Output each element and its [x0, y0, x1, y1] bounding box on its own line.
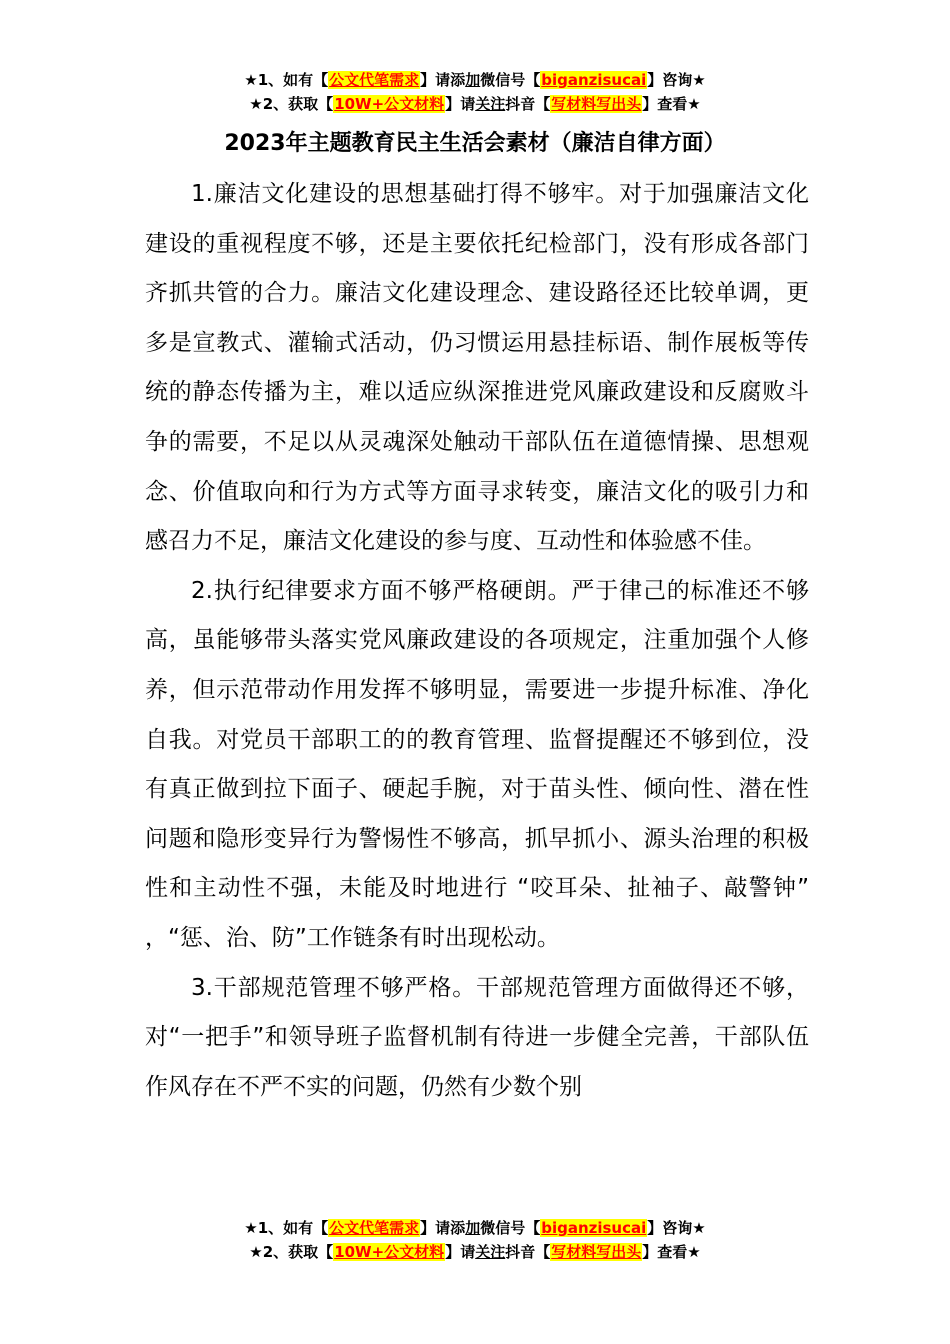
banner-text: 】查看★: [642, 95, 701, 113]
document-body: [145, 170, 809, 1112]
banner-text: 】查看★: [642, 1243, 701, 1261]
banner-text: 微信号【: [480, 1219, 541, 1237]
banner-text: ★2、获取【: [249, 95, 334, 113]
paragraph-1: 1.廉洁文化建设的思想基础打得不够牢。对于加强廉洁文化建设的重视程度不够，还是主要依托纪检部门，没有形成各部门齐抓共管的合力。廉洁文化建设理念、建设路径还比较单调，更多是宣教式、灌输式活动，仍习惯运用悬挂标语、制作展板等传统的静态传播为主，难以适应纵深推进党风廉政建设和反腐败斗争的需要，不足以从灵魂深处触动干部队伍在道德情操、思想观念、价值取向和行为方式等方面寻求转变，廉洁文化的吸引力和感召力不足，廉洁文化建设的参与度、互动性和体验感不佳。: [145, 181, 809, 555]
banner-text: 】请添: [420, 1219, 466, 1237]
banner-text: ★2、获取【: [249, 1243, 334, 1261]
header-banner: [0, 68, 950, 116]
banner-text: 】请添: [420, 71, 466, 89]
document-title: 2023年主题教育民主生活会素材（廉洁自律方面）: [224, 131, 726, 156]
banner-highlight: 写材料写出头: [551, 1243, 642, 1261]
banner-text: 】咨询★: [647, 1219, 706, 1237]
paragraph-3: 3.干部规范管理不够严格。干部规范管理方面做得还不够，对“一把手”和领导班子监督机制有待进一步健全完善，干部队伍作风存在不严不实的问题，仍然有少数个别: [145, 974, 809, 1100]
banner-underline: 加: [465, 71, 481, 89]
banner-highlight: 公文代笔需求: [329, 71, 420, 89]
banner-highlight: 公文代笔需求: [329, 1219, 420, 1237]
banner-text: 】咨询★: [647, 71, 706, 89]
banner-text: 微信号【: [480, 71, 541, 89]
banner-highlight: 写材料写出头: [551, 95, 642, 113]
banner-line-1: [0, 1216, 950, 1240]
banner-highlight: biganzisucai: [541, 1219, 647, 1237]
banner-text: ★1、如有【: [244, 1219, 329, 1237]
footer-banner: [0, 1216, 950, 1264]
banner-underline: 加: [465, 1219, 481, 1237]
banner-text: 】请: [445, 1243, 476, 1261]
banner-highlight: 10W+公文材料: [334, 1243, 445, 1261]
banner-text: ★1、如有【: [244, 71, 329, 89]
banner-highlight: biganzisucai: [541, 71, 647, 89]
banner-line-2: [0, 92, 950, 116]
banner-underline: 关注: [475, 95, 506, 113]
banner-line-1: [0, 68, 950, 92]
banner-text: 抖音【: [505, 95, 551, 113]
banner-line-2: [0, 1240, 950, 1264]
banner-text: 抖音【: [505, 1243, 551, 1261]
paragraph-2: 2.执行纪律要求方面不够严格硬朗。严于律己的标准还不够高，虽能够带头落实党风廉政建设的各项规定，注重加强个人修养，但示范带动作用发挥不够明显，需要进一步提升标准、净化自我。对党员干部职工的的教育管理、监督提醒还不够到位，没有真正做到拉下面子、硬起手腕，对于苗头性、倾向性、潜在性问题和隐形变异行为警惕性不够高，抓早抓小、源头治理的积极性和主动性不强，未能及时地进行 “咬耳朵、扯袖子、敲警钟” ，“惩、治、防”工作链条有时出现松动。: [145, 577, 809, 951]
banner-underline: 关注: [475, 1243, 506, 1261]
banner-text: 】请: [445, 95, 476, 113]
banner-highlight: 10W+公文材料: [334, 95, 445, 113]
